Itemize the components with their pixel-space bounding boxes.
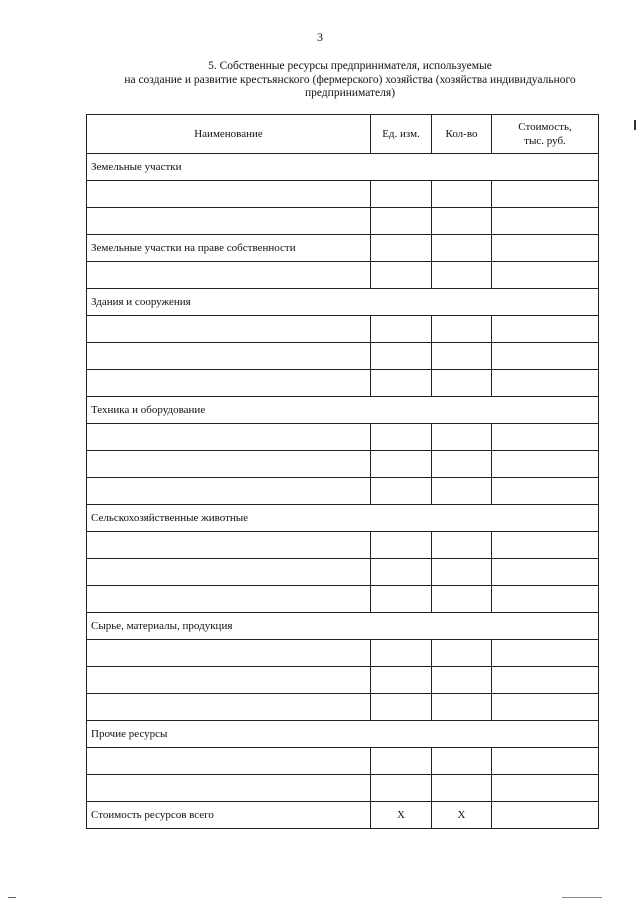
cell-name[interactable]: [87, 262, 371, 289]
table-row: [87, 586, 599, 613]
header-cost-line-1: Стоимость,: [518, 121, 572, 133]
cell-name[interactable]: [87, 208, 371, 235]
cell-cost[interactable]: [492, 532, 599, 559]
cell-qty[interactable]: [432, 775, 492, 802]
table-row: [87, 424, 599, 451]
table-row: [87, 748, 599, 775]
cell-name[interactable]: [87, 775, 371, 802]
cell-qty[interactable]: [432, 370, 492, 397]
section-title: [100, 60, 600, 101]
cell-name[interactable]: [87, 343, 371, 370]
cell-cost[interactable]: [492, 694, 599, 721]
table-row: [87, 262, 599, 289]
cell-name[interactable]: [87, 586, 371, 613]
cell-unit[interactable]: [371, 424, 432, 451]
cell-name[interactable]: [87, 451, 371, 478]
cell-qty[interactable]: [432, 667, 492, 694]
cell-qty[interactable]: [432, 640, 492, 667]
total-qty: Х: [432, 802, 492, 829]
table-row: [87, 451, 599, 478]
cell-cost[interactable]: [492, 775, 599, 802]
cell-qty[interactable]: [432, 451, 492, 478]
cell-name[interactable]: [87, 559, 371, 586]
section-label-other: Прочие ресурсы: [87, 721, 599, 748]
cell-unit[interactable]: [371, 316, 432, 343]
total-row: [87, 802, 599, 829]
total-label: Стоимость ресурсов всего: [87, 802, 371, 829]
cell-unit[interactable]: [371, 208, 432, 235]
scan-bottom-mark-left: [8, 897, 16, 898]
cell-cost[interactable]: [492, 640, 599, 667]
total-unit: Х: [371, 802, 432, 829]
cell-name[interactable]: [87, 478, 371, 505]
cell-cost[interactable]: [492, 559, 599, 586]
section-label-animals: Сельскохозяйственные животные: [87, 505, 599, 532]
table-row: [87, 559, 599, 586]
table-row: [87, 775, 599, 802]
resources-table: [86, 114, 599, 829]
table-row: [87, 667, 599, 694]
header-cost-line-2: тыс. руб.: [524, 135, 566, 147]
cell-unit[interactable]: [371, 559, 432, 586]
cell-name[interactable]: [87, 694, 371, 721]
table-row: [87, 181, 599, 208]
section-label-buildings: Здания и сооружения: [87, 289, 599, 316]
cell-unit[interactable]: [371, 343, 432, 370]
section-label-materials: Сырье, материалы, продукция: [87, 613, 599, 640]
cell-name[interactable]: [87, 316, 371, 343]
header-unit: Ед. изм.: [371, 115, 432, 154]
section-row-other: [87, 721, 599, 748]
section-label-equipment: Техника и оборудование: [87, 397, 599, 424]
section-title-line-3: предпринимателя): [304, 87, 396, 99]
cell-cost[interactable]: [492, 586, 599, 613]
cell-cost[interactable]: [492, 370, 599, 397]
table-row: [87, 343, 599, 370]
cell-cost[interactable]: [492, 262, 599, 289]
cell-qty[interactable]: [432, 748, 492, 775]
cell-unit[interactable]: [371, 775, 432, 802]
section-row-animals: [87, 505, 599, 532]
cell-cost[interactable]: [492, 748, 599, 775]
header-name: Наименование: [87, 115, 371, 154]
table-row: [87, 208, 599, 235]
cell-unit[interactable]: [371, 694, 432, 721]
cell-unit[interactable]: [371, 586, 432, 613]
header-cost: [492, 115, 599, 154]
cell-cost[interactable]: [492, 667, 599, 694]
cell-qty[interactable]: [432, 424, 492, 451]
cell-qty[interactable]: [432, 316, 492, 343]
section-row-materials: [87, 613, 599, 640]
cell-unit[interactable]: [371, 478, 432, 505]
table-row: [87, 316, 599, 343]
cell-qty[interactable]: [432, 343, 492, 370]
cell-name[interactable]: [87, 748, 371, 775]
cell-cost[interactable]: [492, 343, 599, 370]
scan-bottom-mark-right: [562, 897, 602, 898]
cell-unit[interactable]: [371, 532, 432, 559]
cell-cost[interactable]: [492, 235, 599, 262]
cell-unit[interactable]: [371, 667, 432, 694]
section-row-equipment: [87, 397, 599, 424]
table-row: [87, 694, 599, 721]
section-row-buildings: [87, 289, 599, 316]
cell-name[interactable]: [87, 640, 371, 667]
section-label-land: Земельные участки: [87, 154, 599, 181]
cell-name[interactable]: [87, 370, 371, 397]
cell-unit[interactable]: [371, 262, 432, 289]
page-number: 3: [317, 30, 323, 44]
section-title-line-2: на создание и развитие крестьянского (фермерского) хозяйства (хозяйства индивидуального: [124, 73, 576, 86]
table-header-row: [87, 115, 599, 154]
cell-cost[interactable]: [492, 478, 599, 505]
cell-unit[interactable]: [371, 235, 432, 262]
cell-unit[interactable]: [371, 370, 432, 397]
cell-qty[interactable]: [432, 208, 492, 235]
cell-qty[interactable]: [432, 586, 492, 613]
table-row: [87, 370, 599, 397]
cell-qty[interactable]: [432, 694, 492, 721]
cell-name[interactable]: [87, 424, 371, 451]
cell-cost[interactable]: [492, 181, 599, 208]
cell-cost[interactable]: [492, 424, 599, 451]
table-row: [87, 640, 599, 667]
cell-name[interactable]: [87, 667, 371, 694]
cell-cost[interactable]: [492, 316, 599, 343]
label-land-owned: Земельные участки на праве собственности: [87, 235, 371, 262]
cell-qty[interactable]: [432, 559, 492, 586]
table-row: [87, 235, 599, 262]
cell-qty[interactable]: [432, 532, 492, 559]
cell-name[interactable]: [87, 181, 371, 208]
cell-unit[interactable]: [371, 748, 432, 775]
cell-unit[interactable]: [371, 640, 432, 667]
section-row-land: [87, 154, 599, 181]
cell-qty[interactable]: [432, 181, 492, 208]
cell-qty[interactable]: [432, 235, 492, 262]
cell-cost[interactable]: [492, 451, 599, 478]
cell-unit[interactable]: [371, 181, 432, 208]
cell-cost[interactable]: [492, 208, 599, 235]
scan-edge-mark: [634, 120, 636, 130]
cell-unit[interactable]: [371, 451, 432, 478]
table-row: [87, 478, 599, 505]
cell-name[interactable]: [87, 532, 371, 559]
header-qty: Кол-во: [432, 115, 492, 154]
cell-qty[interactable]: [432, 478, 492, 505]
total-cost-cell[interactable]: [492, 802, 599, 829]
cell-qty[interactable]: [432, 262, 492, 289]
section-title-line-1: 5. Собственные ресурсы предпринимателя, используемые: [208, 60, 492, 72]
table-row: [87, 532, 599, 559]
